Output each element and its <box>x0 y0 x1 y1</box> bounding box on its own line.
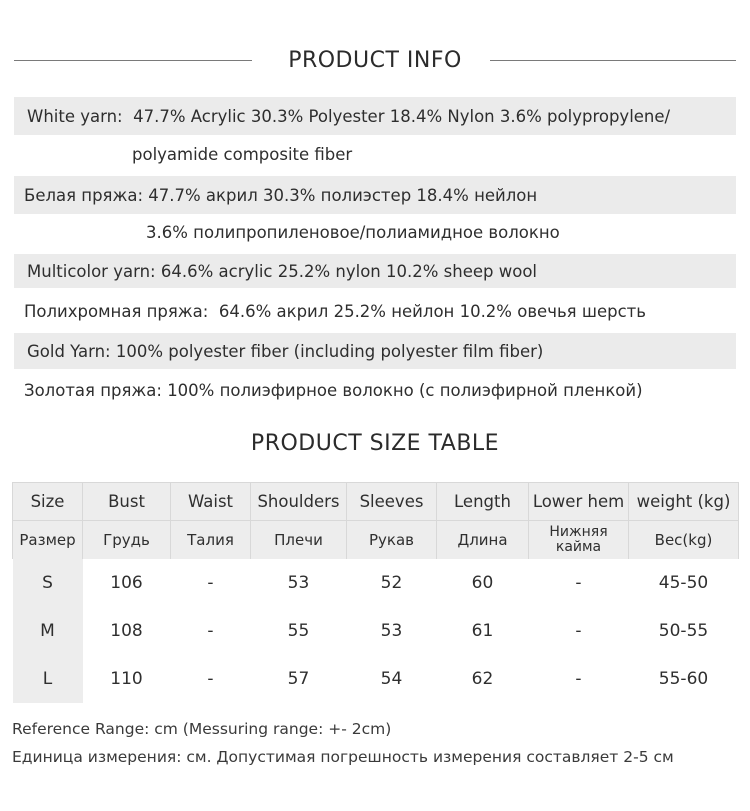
info-text: 64.6% acrylic 25.2% nylon 10.2% sheep wool <box>160 261 537 281</box>
reference-note-en: Reference Range: cm (Messuring range: +- 2cm) <box>12 720 392 738</box>
info-text: 3.6% полипропиленовое/полиамидное волокно <box>146 222 560 242</box>
header-bust: Bust <box>83 483 171 521</box>
header-waist-ru: Талия <box>171 521 251 560</box>
header-shoulders-ru: Плечи <box>251 521 347 560</box>
info-text: 47.7% Acrylic 30.3% Polyester 18.4% Nylon 3.6% polypropylene/ <box>133 106 671 126</box>
info-row-multicolor-yarn <box>14 254 736 288</box>
size-table <box>12 482 739 703</box>
header-row-ru <box>13 521 739 560</box>
shoulders-cell: 55 <box>287 621 310 641</box>
length-cell: 60 <box>471 573 494 593</box>
sleeves-cell: 52 <box>380 573 403 593</box>
bust-cell: 110 <box>110 669 143 689</box>
weight-cell: 50-55 <box>658 621 709 641</box>
info-text: 47.7% акрил 30.3% полиэстер 18.4% нейлон <box>148 185 538 205</box>
info-row-multicolor-yarn-ru <box>14 293 736 329</box>
header-size-ru: Размер <box>13 521 83 560</box>
info-label: Полихромная пряжа: <box>24 301 219 321</box>
header-lower-hem-ru: Нижняя кайма <box>529 521 629 560</box>
bust-cell: 106 <box>110 573 143 593</box>
header-weight-ru: Вес(kg) <box>629 521 739 560</box>
info-row-white-yarn <box>14 97 736 135</box>
info-text: 64.6% акрил 25.2% нейлон 10.2% овечья шерсть <box>218 301 646 321</box>
info-label: Белая пряжа: <box>24 185 149 205</box>
info-text: polyamide composite fiber <box>132 144 353 164</box>
table-row <box>13 607 739 655</box>
header-lower-hem: Lower hem <box>529 483 629 521</box>
info-row-white-yarn-cont <box>14 135 736 173</box>
size-table-title: PRODUCT SIZE TABLE <box>245 431 505 456</box>
info-row-gold-yarn <box>14 333 736 369</box>
header-size: Size <box>13 483 83 521</box>
info-row-gold-yarn-ru <box>14 372 736 408</box>
lower-hem-cell: - <box>575 573 582 593</box>
info-label: Multicolor yarn: <box>27 261 161 281</box>
info-label: Gold Yarn: <box>27 341 116 361</box>
waist-cell: - <box>207 573 214 593</box>
table-row <box>13 655 739 703</box>
sleeves-cell: 54 <box>380 669 403 689</box>
size-cell: S <box>13 559 83 607</box>
info-text: 100% polyester fiber (including polyester film fiber) <box>115 341 544 361</box>
info-row-white-yarn-ru-cont <box>14 214 736 250</box>
info-text: 100% полиэфирное волокно (с полиэфирной пленкой) <box>167 380 643 400</box>
table-row <box>13 559 739 607</box>
info-row-white-yarn-ru <box>14 176 736 214</box>
heading-line-right <box>490 60 736 61</box>
product-info-heading <box>0 46 750 74</box>
waist-cell: - <box>207 669 214 689</box>
size-cell: M <box>13 607 83 655</box>
sleeves-cell: 53 <box>380 621 403 641</box>
header-sleeves-ru: Рукав <box>347 521 437 560</box>
header-length: Length <box>437 483 529 521</box>
shoulders-cell: 57 <box>287 669 310 689</box>
reference-note-ru: Единица измерения: см. Допустимая погрешность измерения составляет 2-5 см <box>12 748 674 766</box>
header-weight: weight (kg) <box>629 483 739 521</box>
size-table-heading <box>0 428 750 458</box>
header-waist: Waist <box>171 483 251 521</box>
size-cell: L <box>13 655 83 703</box>
header-sleeves: Sleeves <box>347 483 437 521</box>
header-length-ru: Длина <box>437 521 529 560</box>
lower-hem-cell: - <box>575 669 582 689</box>
waist-cell: - <box>207 621 214 641</box>
weight-cell: 45-50 <box>658 573 709 593</box>
info-label: Золотая пряжа: <box>24 380 168 400</box>
length-cell: 62 <box>471 669 494 689</box>
heading-line-left <box>14 60 252 61</box>
weight-cell: 55-60 <box>658 669 709 689</box>
length-cell: 61 <box>471 621 494 641</box>
bust-cell: 108 <box>110 621 143 641</box>
header-row-en <box>13 483 739 521</box>
header-bust-ru: Грудь <box>83 521 171 560</box>
info-label: White yarn: <box>27 106 134 126</box>
header-shoulders: Shoulders <box>251 483 347 521</box>
product-info-title: PRODUCT INFO <box>282 48 468 73</box>
shoulders-cell: 53 <box>287 573 310 593</box>
lower-hem-cell: - <box>575 621 582 641</box>
